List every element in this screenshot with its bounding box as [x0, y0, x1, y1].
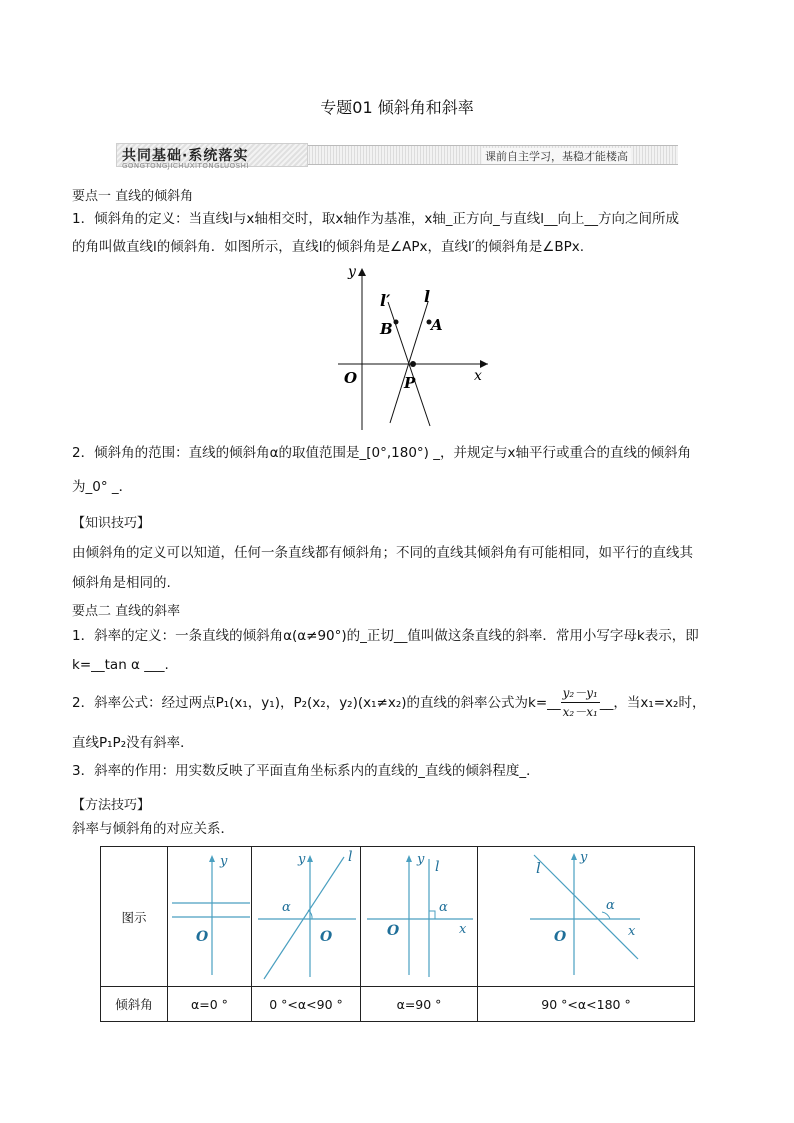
fig-right-angle [361, 847, 477, 983]
section1-heading: 要点一 直线的倾斜角 [72, 189, 194, 204]
fig1-label-alpha: α [282, 900, 291, 915]
fig3-label-alpha: α [606, 898, 615, 913]
fig-point-b [394, 320, 399, 325]
banner-sub-text: GONGTONGJICHUXITONGLUOSHI [122, 162, 249, 170]
fig2-label-l: l [435, 859, 440, 875]
tips2-intro: 斜率与倾斜角的对应关系． [72, 821, 234, 837]
angle-cell-obtuse: 90 °<α<180 ° [478, 987, 695, 1022]
tips1-heading: 【知识技巧】 [72, 516, 151, 531]
fig-label-o: O [344, 369, 358, 387]
fig-label-a: A [431, 316, 443, 334]
fig-obtuse-angle [478, 847, 694, 983]
angle-cell-right: α=90 ° [361, 987, 478, 1022]
fig-cell-right [361, 847, 478, 987]
sec2-p1-line1: 1．斜率的定义：一条直线的倾斜角α(α≠90°)的_正切__值叫做这条直线的斜率．常用小写字母k表示，即 [72, 628, 699, 644]
fig-zero-angle [168, 847, 251, 983]
fig3-label-y: y [580, 850, 588, 865]
slope-formula-numerator: y₂－y₁ [561, 684, 600, 703]
fig0-label-y: y [220, 854, 228, 869]
slope-formula-fraction [561, 684, 600, 721]
sec1-p1-line1: 1．倾斜角的定义：当直线l与x轴相交时，取x轴作为基准，x轴_正方向_与直线l__向上__方向之间所成 [72, 211, 680, 227]
sec1-p2-line1: 2．倾斜角的范围：直线的倾斜角α的取值范围是_[0°,180°) _，并规定与x轴平行或重合的直线的倾斜角 [72, 445, 691, 461]
fig3-label-l: l [536, 859, 541, 877]
slope-formula-text-a: 2．斜率公式：经过两点P₁(x₁，y₁)，P₂(x₂，y₂)(x₁≠x₂)的直线的斜率公式为k=__ [72, 694, 561, 711]
slope-angle-table [100, 846, 695, 1022]
fig-label-l: l [424, 287, 431, 306]
slope-formula-text-b: __，当x₁=x₂时， [599, 694, 706, 711]
fig0-y-arrow [209, 855, 215, 862]
fig2-label-x: x [459, 922, 467, 937]
fig3-y-arrow [571, 853, 577, 860]
fig-label-p: P [404, 374, 416, 392]
fig0-label-o: O [196, 929, 209, 945]
fig-acute-angle [252, 847, 360, 983]
fig-x-arrow [480, 360, 488, 368]
banner-slogan: 课前自主学习，基稳才能楼高 [482, 148, 631, 164]
fig-cell-obtuse [478, 847, 695, 987]
fig3-angle-arc [602, 912, 610, 919]
fig2-y-arrow [406, 855, 412, 862]
fig-label-lprime: l′ [380, 291, 391, 310]
fig-label-x: x [474, 368, 482, 384]
banner-strip [306, 145, 678, 165]
sec2-p2-line1 [72, 684, 705, 721]
banner-main-text: 共同基础·系统落实 [122, 148, 249, 164]
fig1-line-l [264, 857, 344, 979]
fig1-label-l: l [348, 849, 353, 865]
fig-cell-acute [252, 847, 361, 987]
row-label-angle: 倾斜角 [101, 987, 168, 1022]
tips1-line2: 倾斜角是相同的. [72, 575, 171, 591]
angle-cell-zero: α=0 ° [168, 987, 252, 1022]
fig2-label-alpha: α [439, 900, 448, 915]
fig3-line-l [534, 855, 638, 959]
inclination-figure [328, 258, 498, 438]
tips2-heading: 【方法技巧】 [72, 798, 151, 813]
fig-label-b: B [380, 320, 393, 338]
section2-heading: 要点二 直线的斜率 [72, 604, 181, 619]
fig3-label-o: O [554, 929, 567, 945]
sec1-p2-line2: 为_0° _． [72, 479, 133, 495]
sec2-p3: 3．斜率的作用：用实数反映了平面直角坐标系内的直线的_直线的倾斜程度_． [72, 763, 540, 779]
fig-y-arrow [358, 268, 366, 276]
sec1-p1-line2: 的角叫做直线l的倾斜角．如图所示，直线l的倾斜角是∠APx，直线l′的倾斜角是∠BPx. [72, 239, 585, 255]
fig-cell-zero [168, 847, 252, 987]
fig2-label-o: O [387, 923, 400, 939]
slope-formula-denominator: x₂－x₁ [562, 705, 598, 719]
sec2-p2-line2: 直线P₁P₂没有斜率． [72, 735, 194, 751]
fig2-label-y: y [417, 852, 425, 867]
fig-label-y: y [348, 264, 356, 280]
table-row-figures [101, 847, 695, 987]
fig3-label-x: x [628, 924, 636, 939]
fig2-right-angle-mark [429, 911, 435, 919]
row-label-figure: 图示 [101, 847, 168, 987]
section-banner [116, 143, 678, 171]
fig-point-p [410, 361, 416, 367]
fig1-label-y: y [298, 852, 306, 867]
sec2-p1-line2: k=__tan α ___. [72, 657, 169, 673]
angle-cell-acute: 0 °<α<90 ° [252, 987, 361, 1022]
table-row-angles [101, 987, 695, 1022]
page-title: 专题01 倾斜角和斜率 [320, 98, 474, 117]
fig1-label-o: O [320, 929, 333, 945]
fig1-y-arrow [307, 855, 313, 862]
tips1-line1: 由倾斜角的定义可以知道，任何一条直线都有倾斜角；不同的直线其倾斜角有可能相同，如平行的直线其 [72, 545, 693, 561]
